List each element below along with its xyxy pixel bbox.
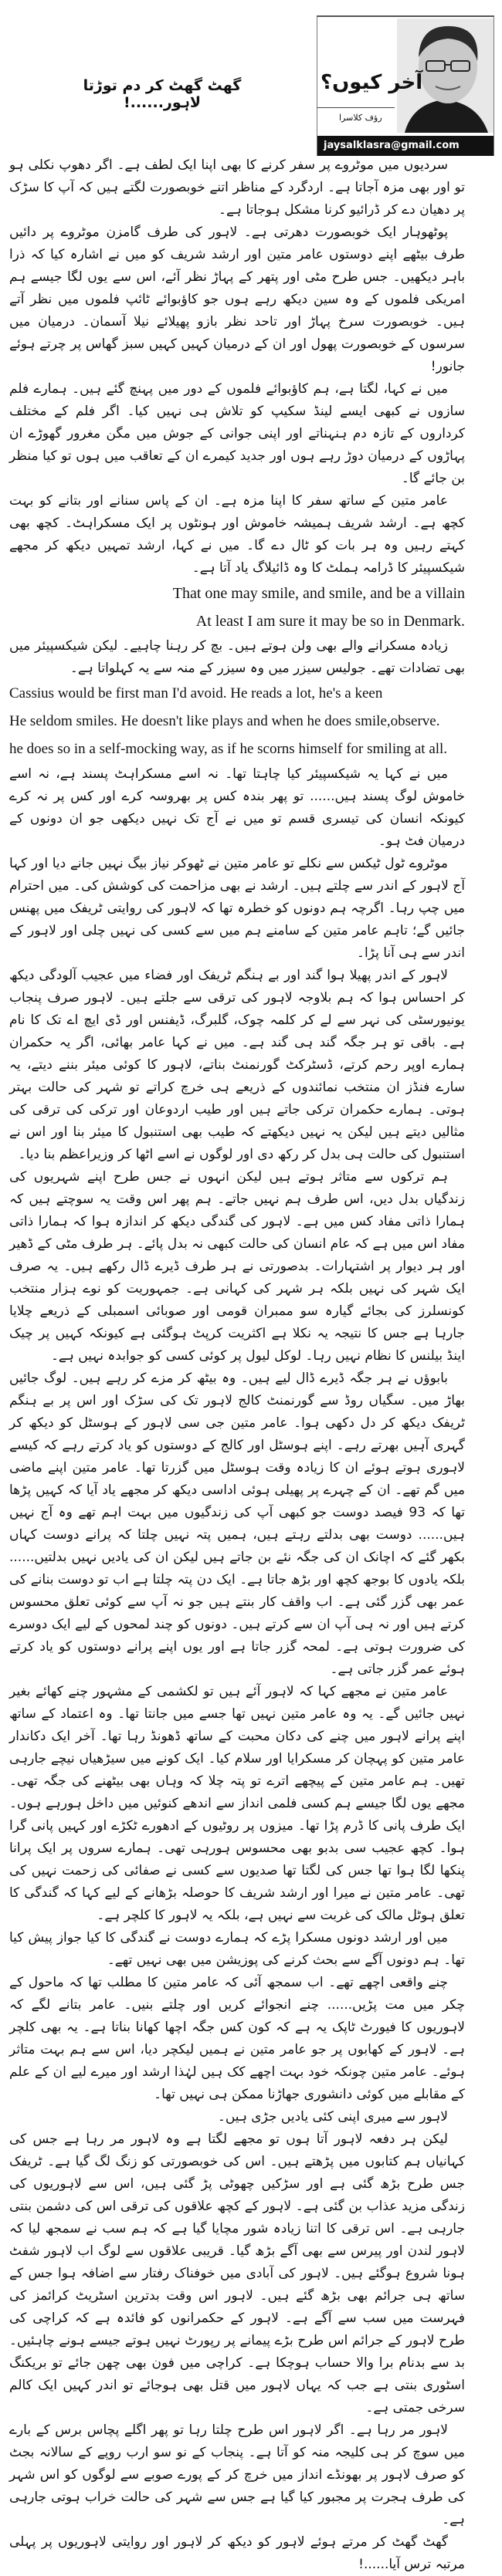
paragraph: عامر متین کے ساتھ سفر کا اپنا مزہ ہے۔ ان کے پاس سنانے اور بتانے کو بہت کچھ ہے۔ ارشد شریف ہمیشہ خاموش اور ہونٹوں پر ایک مسکراہٹ۔ کچھ بھی کہتے رہیں وہ ہر بات کو ٹال دے گا۔ میں نے کہا، ارشد تمہیں دیکھ کر مجھے شیکسپیئر کا ڈرامہ ہملٹ کا وہ ڈائیلاگ یاد آتا ہے۔ xyxy=(9,493,465,576)
paragraph: چنے واقعی اچھے تھے۔ اب سمجھ آئی کہ عامر متین کا مطلب تھا کہ ماحول کے چکر میں مت پڑیں...... چنے انجوائے کریں اور چلتے بنیں۔ عامر بتانے لگے کہ لاہوریوں کا فیورٹ ٹاپک یہ ہے کہ کون کس جگہ اچھا کھانا بناتا ہے۔ یہ بھی کلچر ہے۔ لاہور کے کھابوں پر جو عامر متین نے ہمیں لیکچر دیا، اس سے ہم بہت متاثر ہوئے۔ عامر متین چونکہ خود بہت اچھے کک ہیں لہٰذا ارشد اور میرے لیے ان کے علم کے مقابلے میں کوئی دانشوری جھاڑنا ممکن ہی نہیں تھا۔ xyxy=(9,1975,465,2102)
paragraph: ہم ترکوں سے متاثر ہوتے ہیں لیکن انہوں نے جس طرح اپنے شہریوں کی زندگیاں بدل دیں، اس طرف ہم نہیں جاتے۔ ہم پھر اس وقت یہ سوچتے ہیں کہ ہمارا ذاتی مفاد کس میں ہے۔ لاہور کی گندگی دیکھ کر اندازہ ہوا کہ ہمارا ذاتی مفاد اس میں ہے کہ عام انسان کی حالت کبھی نہ بدل پائے۔ ہر طرف مٹی کے ڈھیر اور ہر دیوار پر اشتہارات۔ بدصورتی نے ہر طرف ڈیرے ڈال رکھے ہیں۔ یہ صرف ایک شہر کی نہیں بلکہ ہر شہر کی کہانی ہے۔ جمہوریت کو نوے ہزار منتخب کونسلرز کی بجائے گیارہ سو ممبران قومی اور صوبائی اسمبلی کے ذریعے چلایا جارہا ہے جس کا نتیجہ یہ نکلا ہے اکثریت کرپٹ ہوگئی ہے کیونکہ کہیں پر چیک اینڈ بیلنس کا نظام نہیں رہا۔ لوکل لیول پر کوئی کسی کو جوابدہ نہیں ہے۔ xyxy=(9,1169,465,1364)
paragraph: میں نے کہا، لگتا ہے، ہم کاؤبوائے فلموں کے دور میں پہنچ گئے ہیں۔ ہمارے فلم سازوں نے کبھی ایسے لینڈ سکیپ کو تلاش ہی نہیں کیا۔ اگر فلم کے مختلف کرداروں کے تازہ دم ہنہناتے اور اپنی جوانی کے جوش میں مگن مغرور گھوڑے ان پہاڑوں کے درمیان دوڑ رہے ہوں اور جدید کیمرے ان کے تعاقب میں ہوں تو کیا منظر بن جائے گا۔ xyxy=(9,381,465,486)
column-byline-box xyxy=(317,15,494,156)
column-name: آخر کیوں؟ xyxy=(321,71,423,94)
author-email: jaysalklasra@gmail.com xyxy=(317,136,494,156)
divider xyxy=(317,107,395,108)
quote-line: That one may smile, and smile, and be a villain xyxy=(172,585,465,602)
paragraph: بابوؤں نے ہر جگہ ڈیرے ڈال لیے ہیں۔ وہ بیٹھ کر مزے کر رہے ہیں۔ لوگ جائیں بھاڑ میں۔ سگیاں روڈ سے گورنمنٹ کالج لاہور تک کی سڑک اور اس پر بے ہنگم ٹریفک دیکھ کر دل دکھی ہوا۔ عامر متین جی سی لاہور کے ہوسٹل کو دیکھ کر گہری آہیں بھرتے رہے۔ اپنے ہوسٹل اور کالج کے دوستوں کو یاد کرتے رہے کہ کیسے لاہوری ہوتے ہوئے ان کا زیادہ وقت ہوسٹل میں گزرتا تھا۔ عامر متین اپنے ماضی میں گم تھے۔ ان کے چہرے پر پھیلی ہوئی اداسی دیکھ کر مجھے یاد آیا کہ کہیں پڑھا تھا کہ 93 فیصد دوست جو کبھی آپ کی زندگیوں میں بہت اہم تھے وہ آج نہیں ہیں...... دوست بھی بدلتے رہتے ہیں، ہمیں پتہ نہیں چلتا کہ پرانے دوست کہاں بکھر گئے کہ اچانک ان کی جگہ نئے بن جاتے ہیں لیکن ان کی یادیں نہیں بدلتیں...... بلکہ یادوں کا بوجھ کچھ اور بڑھ جاتا ہے۔ ایک دن پتہ چلتا ہے اب تو دوست بنانے کی عمر بھی گزر گئی ہے۔ اب واقف کار بنتے ہیں جو نہ آپ سے کوئی تعلق محسوس کرتے ہیں اور نہ ہی آپ ان سے کرتے ہیں۔ دونوں کو چند لمحوں کے لیے ایک دوسرے کی ضرورت ہوتی ہے۔ لمحہ گزر جاتا ہے اور یوں اپنے پرانے دوستوں کو یاد کرتے ہوئے عمر گزر جاتی ہے۔ xyxy=(9,1371,465,1677)
article-body xyxy=(0,154,502,2576)
paragraph: لاہور سے میری اپنی کئی یادیں جڑی ہیں۔ xyxy=(217,2109,448,2125)
paragraph: سردیوں میں موٹروے پر سفر کرنے کا بھی اپنا ایک لطف ہے۔ اگر دھوپ نکلی ہو تو اور بھی مزہ آجاتا ہے۔ اردگرد کے مناظر اتنے خوبصورت لگتے ہیں کہ آپ کا سڑک پر دھیان دے کر ڈرائیو کرنا مشکل ہوجاتا ہے۔ xyxy=(9,157,465,218)
paragraph: زیادہ مسکرانے والے بھی ولن ہوتے ہیں۔ بچ کر رہنا چاہیے۔ لیکن شیکسپیئر میں بھی تضادات تھے۔ جولیس سیزر میں وہ سیزر کے منہ سے یہ کہلواتا ہے۔ xyxy=(9,638,465,676)
quote-line: he does so in a self-mocking way, as if he scorns himself for smiling at all. xyxy=(9,741,448,757)
author-name: رؤف کلاسرا xyxy=(339,113,382,123)
paragraph: لاہور کے اندر پھیلا ہوا گند اور بے ہنگم ٹریفک اور فضاء میں عجیب آلودگی دیکھ کر احساس ہوا کہ ہم بلاوجہ لاہور کی ترقی سے جلتے ہیں۔ لاہور صرف پنجاب یونیورسٹی کی نہر سے لے کر کلمہ چوک، گلبرگ، ڈیفنس اور ڈی ایچ اے تک کا نام ہے۔ باقی تو ہر جگہ گند ہی گند ہے۔ میں نے کہا عامر بھائی، اگر یہ حکمران ہمارے اوپر رحم کرتے، ڈسٹرکٹ گورنمنٹ بناتے، لاہور کا کوئی میئر بننے دیتے، یہ سارے فنڈز ان منتخب نمائندوں کے ذریعے ہی خرچ کراتے تو شہر کی حالت بہتر ہوتی۔ ہمارے حکمران ترکی جاتے ہیں اور طیب اردوعان اور ترکی کی ترقی کی مثالیں دیتے ہیں لیکن یہ نہیں دیکھتے کہ طیب بھی استنبول کا میئر بنا اور اس نے استنبول کی حالت ہی بدل کر رکھ دی اور لوگوں نے اسے اٹھا کر وزیراعظم بنا دیا۔ xyxy=(9,968,465,1162)
quote-line: At least I am sure it may be so in Denmark. xyxy=(195,613,465,630)
column-header xyxy=(0,0,502,154)
paragraph: لیکن ہر دفعہ لاہور آتا ہوں تو مجھے لگتا ہے وہ لاہور مر رہا ہے جس کی کہانیاں ہم کتابوں میں پڑھتے ہیں۔ اس کی خوبصورتی کو زنگ لگ گیا ہے۔ ٹریفک جس طرح بڑھ گئی ہے اور سڑکیں چھوٹی پڑ گئی ہیں، اس سے لاہوریوں کی زندگی مزید عذاب بن گئی ہے۔ لاہور کے کچھ علاقوں کی ترقی اس کی دشمن بنتی جارہی ہے۔ اس ترقی کا اتنا زیادہ شور مچایا گیا ہے کہ ہم سب نے سمجھ لیا کہ لاہور لندن اور پیرس سے بھی آگے بڑھ گیا۔ قریبی علاقوں سے لوگ اب لاہور شفٹ ہونا شروع ہوگئے ہیں۔ لاہور کی آبادی میں خوفناک رفتار سے اضافہ ہوا جس کے ساتھ ہی جرائم بھی بڑھ گئے ہیں۔ لاہور اس وقت بدترین اسٹریٹ کرائمز کی فہرست میں سب سے آگے ہے۔ لاہور کے حکمرانوں کو فائدہ ہے کہ کراچی کی طرح لاہور کے جرائم اس طرح بڑے پیمانے پر رپورٹ نہیں ہوتے جیسے ہونے چاہئیں۔ بد سے بدنام برا والا حساب ہوچکا ہے۔ کراچی میں فون بھی چھن جائے تو بریکنگ اسٹوری بنتی ہے جب کہ یہاں لاہور میں قتل بھی ہوجائے تو اندر کہیں ایک کالم سرخی جمتی ہے۔ xyxy=(9,2131,465,2415)
paragraph: میں اور ارشد دونوں مسکرا پڑے کہ ہمارے دوست نے گندگی کا کیا جواز پیش کیا تھا۔ ہم دونوں آگے سے بحث کرنے کی پوزیشن میں بھی نہیں تھے۔ xyxy=(9,1930,465,1968)
quote-line: He seldom smiles. He doesn't like plays and when he does smile,observe. xyxy=(9,713,440,729)
closing-line: گھٹ گھٹ کر مرتے ہوئے لاہور کو دیکھ کر لاہور اور روایتی لاہوریوں پر پہلی مرتبہ ترس آیا......! xyxy=(9,2534,465,2572)
quote-line: Cassius would be first man I'd avoid. He reads a lot, he's a keen xyxy=(9,685,383,701)
paragraph: پوٹھوہار ایک خوبصورت دھرتی ہے۔ لاہور کی طرف گامزن موٹروے پر دائیں طرف بیٹھے اپنے دوستوں عامر متین اور ارشد شریف کو میں نے اشارہ کیا کہ ذرا باہر دیکھیں۔ جس طرح مٹی اور پتھر کے پہاڑ نظر آئے، اس سے یوں لگا جیسے ہم امریکی فلموں کے وہ سین دیکھ رہے ہوں جو کاؤبوائے ٹائپ فلموں میں نظر آتے ہیں۔ خوبصورت سرخ پہاڑ اور تاحد نظر بازو پھیلائے نیلا آسمان۔ درمیان میں سرسوں کے خوبصورت پھول اور ان کے درمیان کہیں کہیں سبز گھاس پر چرتے ہوئے جانور! xyxy=(9,225,465,374)
paragraph: لاہور مر رہا ہے۔ اگر لاہور اس طرح چلتا رہا تو پھر اگلے پچاس برس کے بارے میں سوچ کر ہی کلیجہ منہ کو آتا ہے۔ پنجاب کے نو سو ارب روپے کے سالانہ بجٹ کو صرف لاہور پر بھونڈے انداز میں خرچ کر کے پورے صوبے سے لوگوں کو اس شہر کی طرف ہجرت پر مجبور کیا گیا ہے جس سے شہر کی حالت خراب ہوتی جارہی ہے۔ xyxy=(9,2422,465,2527)
paragraph: موٹروے ٹول ٹیکس سے نکلے تو عامر متین نے ٹھوکر نیاز بیگ نہیں جانے دیا اور کہا آج لاہور کے اندر سے چلتے ہیں۔ ارشد نے بھی مزاحمت کی کوشش کی۔ میں احترام میں چپ رہا۔ اگرچہ ہم دونوں کو خطرہ تھا کہ لاہور کی روایتی ٹریفک میں پھنس جائیں گے؛ تاہم عامر متین کے سامنے ہم میں سے کسی کی نہیں چلی اور لاہور کے اندر سے ہی آنا پڑا۔ xyxy=(9,856,465,961)
paragraph: عامر متین نے مجھے کہا کہ لاہور آئے ہیں تو لکشمی کے مشہور چنے کھائے بغیر نہیں جائیں گے۔ یہ وہ عامر متین نہیں تھا جسے میں جانتا تھا۔ وہ اعتماد کے ساتھ اپنے پرانے لاہور میں چنے کی دکان محبت کے ساتھ ڈھونڈ رہا تھا۔ آخر ایک دکاندار عامر متین کو پہچان کر مسکرایا اور سلام کیا۔ ایک کونے میں سیڑھیاں نیچے جارہی تھیں۔ ہم عامر متین کے پیچھے اترے تو پتہ چلا کہ وہاں بھی بیٹھنے کی جگہ تھی۔ مجھے یوں لگا جیسے ہم کسی فلمی انداز سے اندھے کنوئیں میں داخل ہورہے ہوں۔ ایک طرف پانی کا ڈرم پڑا تھا۔ میزوں پر روٹیوں کے ادھورے ٹکڑے اور کہیں پانی گرا ہوا۔ کچھ عجیب سی بدبو بھی محسوس ہورہی تھی۔ ہمارے سروں پر ایک پرانا پنکھا لگا ہوا تھا جس کی لگتا تھا صدیوں سے کسی نے صفائی کی زحمت نہیں کی تھی۔ عامر متین نے میرا اور ارشد شریف کا حوصلہ بڑھانے کے لیے کہا کہ گندگی کا تعلق ہوٹل مالک کی غربت سے نہیں ہے، بلکہ یہ لاہور کا کلچر ہے۔ xyxy=(9,1684,465,1923)
paragraph: میں نے کہا یہ شیکسپیئر کیا چاہتا تھا۔ نہ اسے مسکراہٹ پسند ہے، نہ اسے خاموش لوگ پسند ہیں...... تو پھر بندہ کس پر بھروسہ کرے اور کس پر نہ کرے کیونکہ انسان کی تیسری قسم تو میں نے آج تک نہیں دیکھی جو ان دونوں کے درمیان فٹ ہو۔ xyxy=(9,766,465,849)
article-title: گھٹ گھٹ کر دم توڑتا لاہور......! xyxy=(83,77,242,111)
